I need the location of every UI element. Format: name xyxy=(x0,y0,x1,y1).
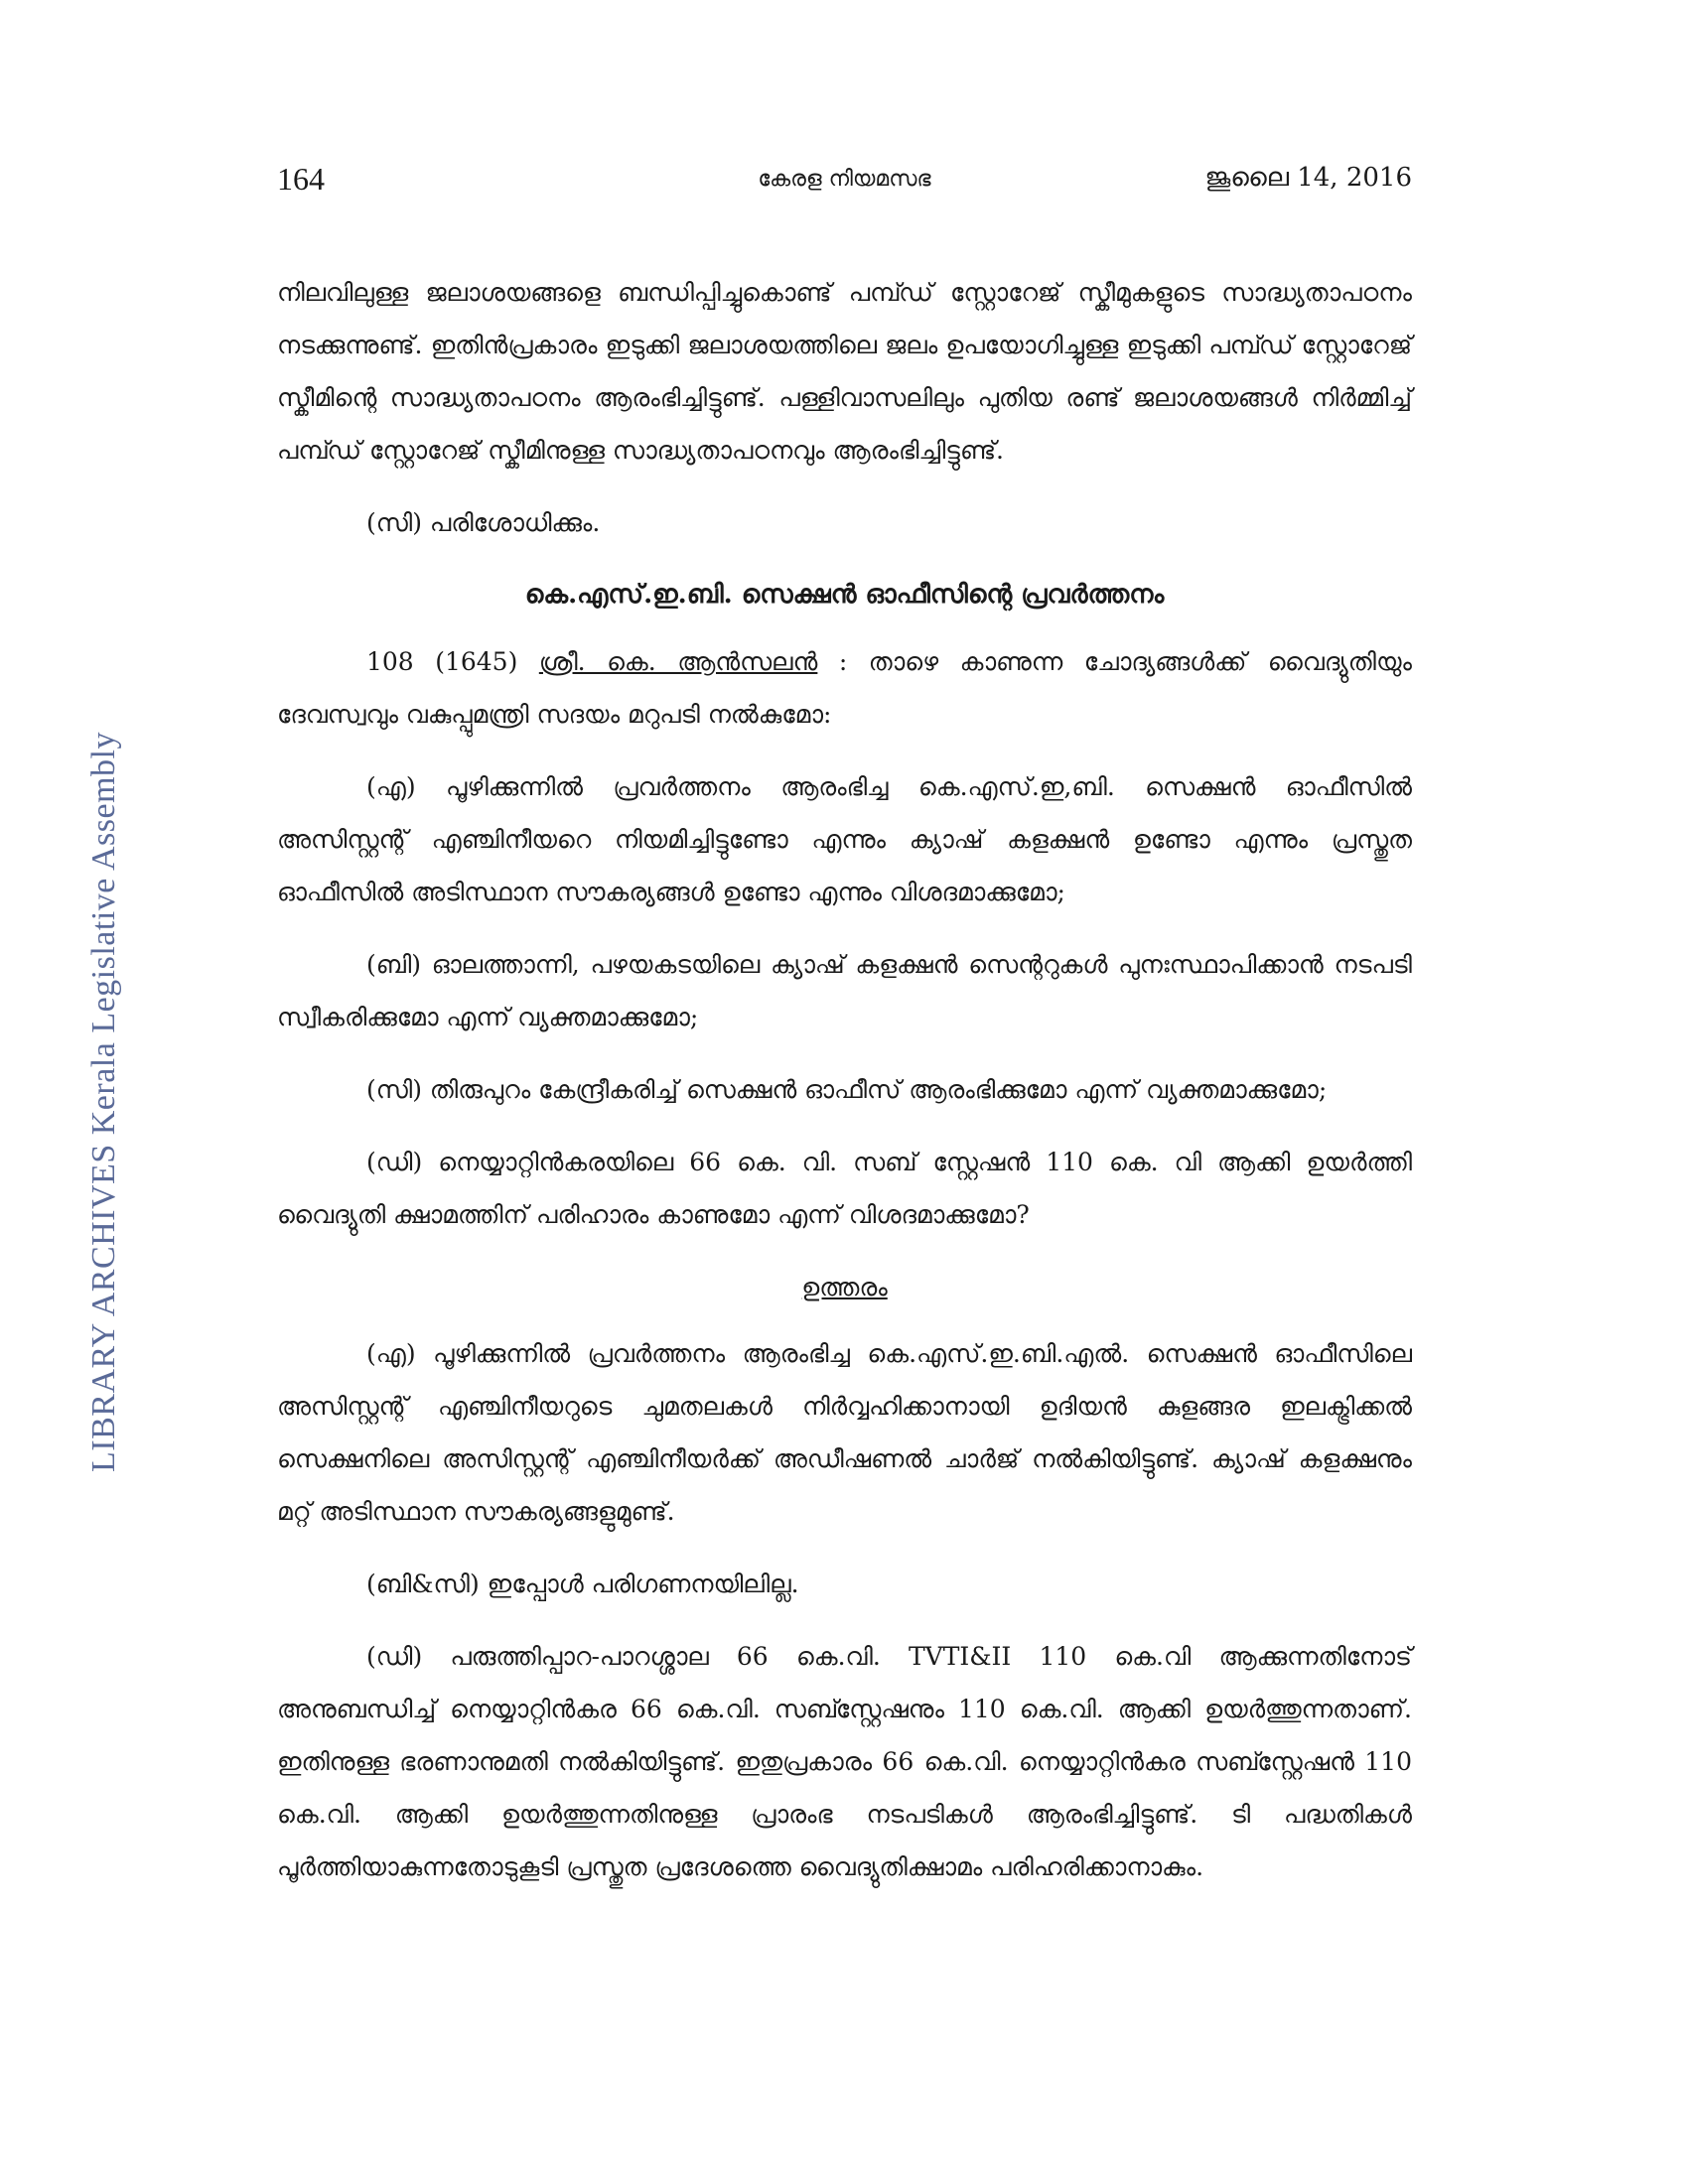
answer-heading: ഉത്തരം xyxy=(801,1273,888,1301)
previous-answer-c: (സി) പരിശോധിക്കും. xyxy=(366,508,601,537)
header-date: ജൂലൈ 14, 2016 xyxy=(1204,163,1412,193)
answer-part-bc: (ബി&സി) ഇപ്പോൾ പരിഗണനയിലില്ല. xyxy=(366,1570,799,1598)
question-intro xyxy=(277,635,1412,741)
question-number: 108 (1645) xyxy=(366,647,518,676)
answer-part-a: (എ) പൂഴിക്കുന്നിൽ പ്രവർത്തനം ആരംഭിച്ച കെ.എസ്.ഇ.ബി.എൽ. സെക്ഷൻ ഓഫീസിലെ അസിസ്റ്റന്റ് എഞ്ചിനീയറുടെ ചുമതലകൾ നിർവ്വഹിക്കാനായി ഉദിയൻ കുളങ്ങര ഇലക്ട്രിക്കൽ സെക്ഷനിലെ അസിസ്റ്റന്റ് എഞ്ചിനീയർക്ക് അഡീഷണൽ ചാർജ് നൽകിയിട്ടുണ്ട്. ക്യാഷ് കളക്ഷനും മറ്റ് അടിസ്ഥാന സൗകര്യങ്ങളുമുണ്ട്. xyxy=(277,1339,1412,1526)
page-number: 164 xyxy=(277,161,325,197)
question-part-b: (ബി) ഓലത്താന്നി, പഴയകടയിലെ ക്യാഷ് കളക്ഷൻ സെന്ററുകൾ പുനഃസ്ഥാപിക്കാൻ നടപടി സ്വീകരിക്കുമോ എന്ന് വ്യക്തമാക്കുമോ; xyxy=(277,950,1412,1031)
question-part-a: (എ) പൂഴിക്കുന്നിൽ പ്രവർത്തനം ആരംഭിച്ച കെ.എസ്.ഇ,ബി. സെക്ഷൻ ഓഫീസിൽ അസിസ്റ്റന്റ് എഞ്ചിനീയറെ നിയമിച്ചിട്ടുണ്ടോ എന്നും ക്യാഷ് കളക്ഷൻ ഉണ്ടോ എന്നും പ്രസ്തുത ഓഫീസിൽ അടിസ്ഥാന സൗകര്യങ്ങൾ ഉണ്ടോ എന്നും വിശദമാക്കുമോ; xyxy=(277,772,1412,906)
question-member: ശ്രീ. കെ. ആൻസലൻ xyxy=(538,647,818,676)
question-part-d: (ഡി) നെയ്യാറ്റിൻകരയിലെ 66 കെ. വി. സബ് സ്റ്റേഷൻ 110 കെ. വി ആക്കി ഉയർത്തി വൈദ്യുതി ക്ഷാമത്തിന് പരിഹാരം കാണുമോ എന്ന് വിശദമാക്കുമോ? xyxy=(277,1148,1412,1229)
document-body xyxy=(277,266,1412,1913)
page-header xyxy=(277,161,1412,201)
section-heading: കെ.എസ്.ഇ.ബി. സെക്ഷൻ ഓഫീസിന്റെ പ്രവർത്തനം xyxy=(524,580,1165,610)
answer-part-d: (ഡി) പരുത്തിപ്പാറ-പാറശ്ശാല 66 കെ.വി. TVTI&II 110 കെ.വി ആക്കുന്നതിനോട് അനുബന്ധിച്ച് നെയ്യാറ്റിൻകര 66 കെ.വി. സബ്സ്റ്റേഷനും 110 കെ.വി. ആക്കി ഉയർത്തുന്നതാണ്. ഇതിനുള്ള ഭരണാനുമതി നൽകിയിട്ടുണ്ട്. ഇതുപ്രകാരം 66 കെ.വി. നെയ്യാറ്റിൻകര സബ്സ്റ്റേഷൻ 110 കെ.വി. ആക്കി ഉയർത്തുന്നതിനുള്ള പ്രാരംഭ നടപടികൾ ആരംഭിച്ചിട്ടുണ്ട്. ടി പദ്ധതികൾ പൂർത്തിയാകുന്നതോടുകൂടി പ്രസ്തുത പ്രദേശത്തെ വൈദ്യുതിക്ഷാമം പരിഹരിക്കാനാകും. xyxy=(277,1642,1412,1881)
question-text: : താഴെ കാണുന്ന ചോദ്യങ്ങൾക്ക് വൈദ്യുതിയും ദേവസ്വവും വകുപ്പുമന്ത്രി സദയം മറുപടി നൽകുമോ: xyxy=(277,647,1413,729)
intro-paragraph: നിലവിലുള്ള ജലാശയങ്ങളെ ബന്ധിപ്പിച്ചുകൊണ്ട് പമ്പ്ഡ് സ്റ്റോറേജ് സ്കീമുകളുടെ സാദ്ധ്യതാപഠനം നടക്കുന്നുണ്ട്. ഇതിൻപ്രകാരം ഇടുക്കി ജലാശയത്തിലെ ജലം ഉപയോഗിച്ചുള്ള ഇടുക്കി പമ്പ്ഡ് സ്റ്റോറേജ് സ്കീമിന്റെ സാദ്ധ്യതാപഠനം ആരംഭിച്ചിട്ടുണ്ട്. പള്ളിവാസലിലും പുതിയ രണ്ട് ജലാശയങ്ങൾ നിർമ്മിച്ച് പമ്പ്ഡ് സ്റ്റോറേജ് സ്കീമിനുള്ള സാദ്ധ്യതാപഠനവും ആരംഭിച്ചിട്ടുണ്ട്. xyxy=(277,278,1412,465)
running-title: കേരള നിയമസഭ xyxy=(758,167,931,192)
watermark-text: LIBRARY ARCHIVES Kerala Legislative Assembly xyxy=(85,731,122,1473)
question-part-c: (സി) തിരുപുറം കേന്ദ്രീകരിച്ച് സെക്ഷൻ ഓഫീസ് ആരംഭിക്കുമോ എന്ന് വ്യക്തമാക്കുമോ; xyxy=(366,1075,1328,1104)
